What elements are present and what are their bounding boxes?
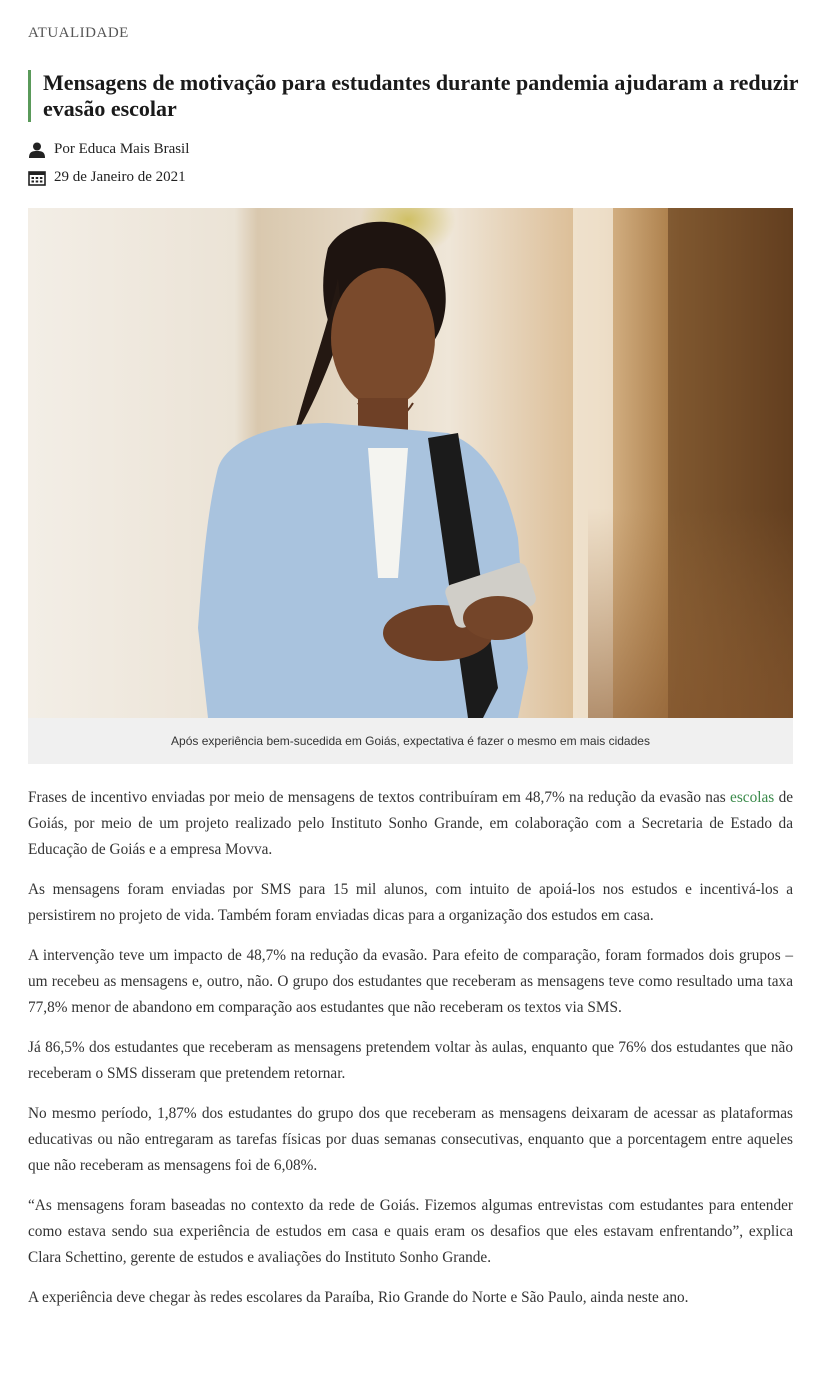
title-block xyxy=(28,70,813,122)
image-caption: Após experiência bem-sucedida em Goiás, expectativa é fazer o mesmo em mais cidades xyxy=(28,718,793,764)
category-label[interactable]: ATUALIDADE xyxy=(28,25,129,41)
paragraph-1-text-a: Frases de incentivo enviadas por meio de mensagens de textos contribuíram em 48,7% na redução da evasão nas xyxy=(28,789,731,806)
student-phone-photo xyxy=(28,208,793,718)
calendar-icon xyxy=(28,170,46,186)
publish-date: 29 de Janeiro de 2021 xyxy=(54,169,186,185)
paragraph-3: A intervenção teve um impacto de 48,7% na redução da evasão. Para efeito de comparação, foram formados dois grupos – um recebeu as mensagens e, outro, não. O grupo dos estudantes que receberam as mensagens teve como resultado uma taxa 77,8% menor de abandono em comparação aos estudantes que não receberam os textos via SMS. xyxy=(28,947,793,1016)
paragraph-4: Já 86,5% dos estudantes que receberam as mensagens pretendem voltar às aulas, enquanto que 76% dos estudantes que não receberam o SMS disseram que pretendem retornar. xyxy=(28,1039,793,1082)
paragraph-7: A experiência deve chegar às redes escolares da Paraíba, Rio Grande do Norte e São Paulo, ainda neste ano. xyxy=(28,1289,689,1306)
article-body xyxy=(28,785,793,1325)
date-line xyxy=(28,169,186,186)
paragraph-1-text-b: de Goiás, por meio de um projeto realizado pelo Instituto Sonho Grande, em colaboração com a Secretaria de Estado da Educação de Goiás e a empresa Movva. xyxy=(28,789,794,858)
paragraph-1 xyxy=(28,785,793,863)
schools-link[interactable]: escolas xyxy=(730,789,775,806)
author-line xyxy=(28,141,189,158)
paragraph-2: As mensagens foram enviadas por SMS para 15 mil alunos, com intuito de apoiá-los nos estudos e incentivá-los a persistirem no projeto de vida. Também foram enviadas dicas para a organização dos estudos em casa. xyxy=(28,881,793,924)
paragraph-6: “As mensagens foram baseadas no contexto da rede de Goiás. Fizemos algumas entrevistas com estudantes para entender como estava sendo sua experiência de estudos em casa e quais eram os desafios que eles estavam enfrentando”, explica Clara Schettino, gerente de estudos e avaliações do Instituto Sonho Grande. xyxy=(28,1197,793,1266)
article-image xyxy=(28,208,793,718)
paragraph-5: No mesmo período, 1,87% dos estudantes do grupo dos que receberam as mensagens deixaram de acessar as plataformas educativas ou não entregaram as tarefas físicas por duas semanas consecutivas, enquanto que a porcentagem entre aqueles que não receberam as mensagens foi de 6,08%. xyxy=(28,1105,793,1174)
article-title: Mensagens de motivação para estudantes durante pandemia ajudaram a reduzir evasão escolar xyxy=(43,70,799,121)
user-icon xyxy=(28,142,46,158)
author-name: Por Educa Mais Brasil xyxy=(54,141,190,157)
